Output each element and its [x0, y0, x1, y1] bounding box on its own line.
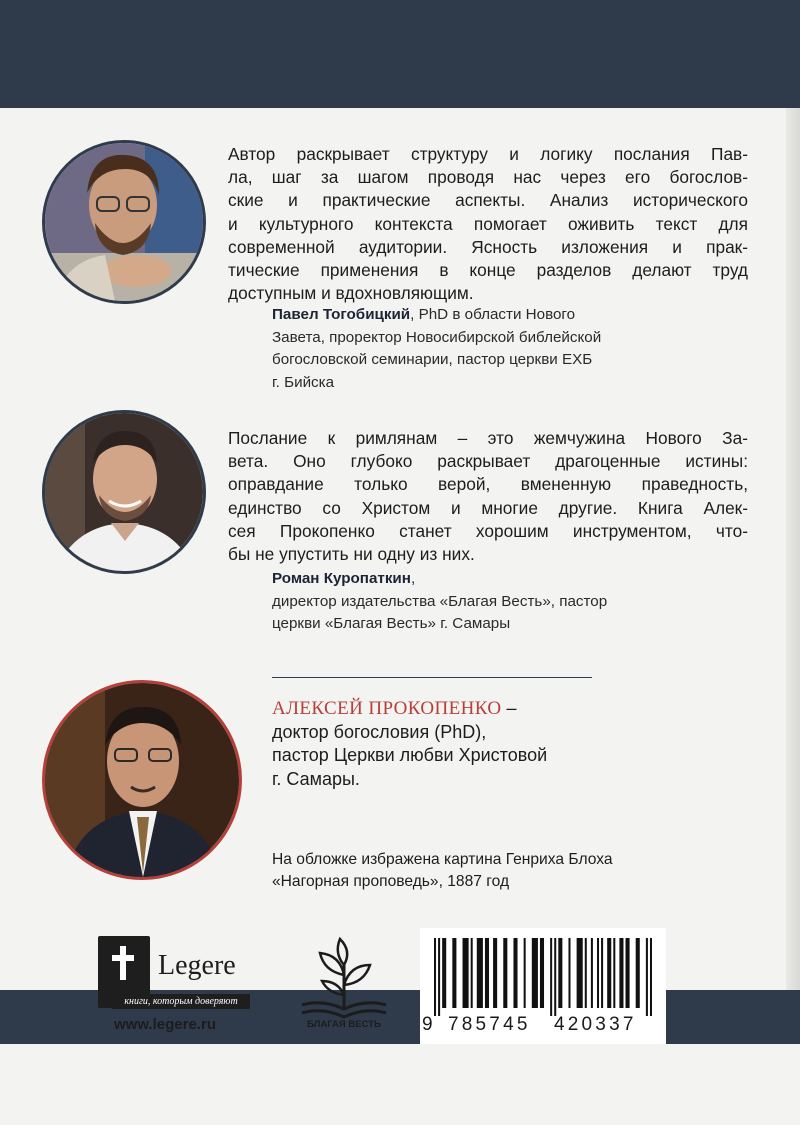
barcode-bar: [591, 938, 593, 1008]
barcode-bar: [438, 938, 440, 1016]
reviewer-title-line: , PhD в области Нового: [410, 306, 576, 323]
review-2-line: единство со Христом и многие другие. Книга Алек-: [228, 497, 748, 518]
blagaya-vest-name: БЛАГАЯ ВЕСТЬ: [307, 1019, 381, 1030]
barcode-bar: [601, 938, 603, 1008]
reviewer-title-line: Завета, проректор Новосибирской библейской: [272, 328, 602, 346]
barcode-bar: [585, 938, 587, 1008]
barcode-bar: [540, 938, 544, 1008]
review-2-line: оправдание только верой, вмененную праведность,: [228, 474, 748, 495]
barcode-bar: [477, 938, 483, 1008]
review-1-line: ские и практические аспекты. Анализ исторического: [228, 190, 748, 211]
review-1-line: доступным и вдохновляющим.: [228, 283, 474, 304]
legere-url: www.legere.ru: [114, 1016, 216, 1033]
barcode-bar: [597, 938, 599, 1008]
cover-note-line: На обложке избражена картина Генриха Блоха: [272, 851, 613, 868]
book-author-bio-line: г. Самары.: [272, 768, 360, 789]
book-author-bio-line: доктор богословия (PhD),: [272, 721, 487, 742]
barcode-right-group: 420337: [554, 1014, 637, 1035]
review-1-text: [228, 143, 748, 305]
isbn-barcode: [420, 928, 666, 1044]
review-2-line: Послание к римлянам – это жемчужина Нового За-: [228, 428, 748, 448]
reviewer-photo-togobitsky: [42, 140, 206, 304]
review-2-line: бы не упустить ни одну из них.: [228, 544, 475, 565]
reviewer-title-line: г. Бийска: [272, 373, 335, 391]
reviewer-title-line: директор издательства «Благая Весть», пастор: [272, 592, 608, 610]
section-divider: [272, 677, 592, 678]
page-edge: [786, 108, 800, 1125]
barcode-bar: [493, 938, 497, 1008]
barcode-bar: [442, 938, 446, 1008]
barcode-bar: [503, 938, 507, 1008]
bottom-margin: [0, 1044, 800, 1125]
barcode-bar: [524, 938, 526, 1008]
sprout-book-icon: [298, 935, 390, 1019]
barcode-bar: [626, 938, 630, 1008]
barcode-bar: [568, 938, 570, 1008]
barcode-first-digit: 9: [422, 1014, 433, 1035]
author-photo-prokopenko: [42, 680, 242, 880]
reviewer-name: Павел Тогобицкий: [272, 306, 411, 323]
barcode-bar: [485, 938, 489, 1008]
barcode-bar: [619, 938, 623, 1008]
reviewer-title-line: ,: [410, 570, 416, 587]
book-author-bio-line: пастор Церкви любви Христовой: [272, 745, 548, 765]
barcode-bar: [558, 938, 562, 1008]
barcode-bar: [554, 938, 556, 1016]
barcode-bar: [613, 938, 615, 1008]
cross-icon: [112, 946, 134, 980]
reviewer-title-line: церкви «Благая Весть» г. Самары: [272, 615, 511, 632]
blagaya-vest-logo: [298, 935, 390, 1035]
legere-tagline: книги, которым доверяют: [112, 994, 250, 1009]
reviewer-name: Роман Куропаткин: [272, 570, 411, 587]
barcode-bar: [513, 938, 517, 1008]
barcode-bar: [636, 938, 640, 1008]
review-2-text: [228, 427, 748, 566]
barcode-bar: [650, 938, 652, 1016]
reviewer-photo-kuropatkin: [42, 410, 206, 574]
book-author-block: [272, 697, 547, 791]
reviewer-title-line: богословской семинарии, пастор церкви ЕХБ: [272, 351, 593, 368]
review-2-attribution: [272, 568, 742, 636]
barcode-bar: [607, 938, 611, 1008]
review-2-line: вета. Оно глубоко раскрывает драгоценные истины:: [228, 451, 748, 472]
top-color-band: [0, 0, 800, 108]
barcode-bar: [550, 938, 552, 1016]
barcode-bar: [434, 938, 436, 1016]
book-author-name: АЛЕКСЕЙ ПРОКОПЕНКО: [272, 698, 502, 719]
cover-note-line: «Нагорная проповедь», 1887 год: [272, 873, 510, 890]
review-1-line: и культурного контекста помогает оживить текст для: [228, 213, 748, 234]
barcode-bar: [452, 938, 456, 1008]
review-1-line: современной аудитории. Ясность изложения и прак-: [228, 236, 748, 257]
barcode-bars: [434, 938, 652, 1016]
barcode-bar: [646, 938, 648, 1016]
review-1-attribution: [272, 304, 742, 394]
review-2-line: сея Прокопенко станет хорошим инструментом, что-: [228, 520, 748, 541]
barcode-bar: [471, 938, 473, 1008]
barcode-digits: [420, 1014, 666, 1038]
review-1-line: ла, шаг за шагом проводя нас через его богослов-: [228, 167, 748, 188]
barcode-bar: [532, 938, 538, 1008]
legere-name: Legere: [158, 950, 236, 981]
book-author-dash: –: [501, 698, 517, 718]
review-1-line: Автор раскрывает структуру и логику послания Пав-: [228, 144, 748, 164]
barcode-left-group: 785745: [448, 1014, 531, 1035]
review-1-line: тические применения в конце разделов делают труд: [228, 260, 748, 281]
barcode-bar: [463, 938, 469, 1008]
barcode-bar: [577, 938, 583, 1008]
cover-art-note: [272, 849, 613, 893]
legere-logo: [98, 936, 250, 1018]
